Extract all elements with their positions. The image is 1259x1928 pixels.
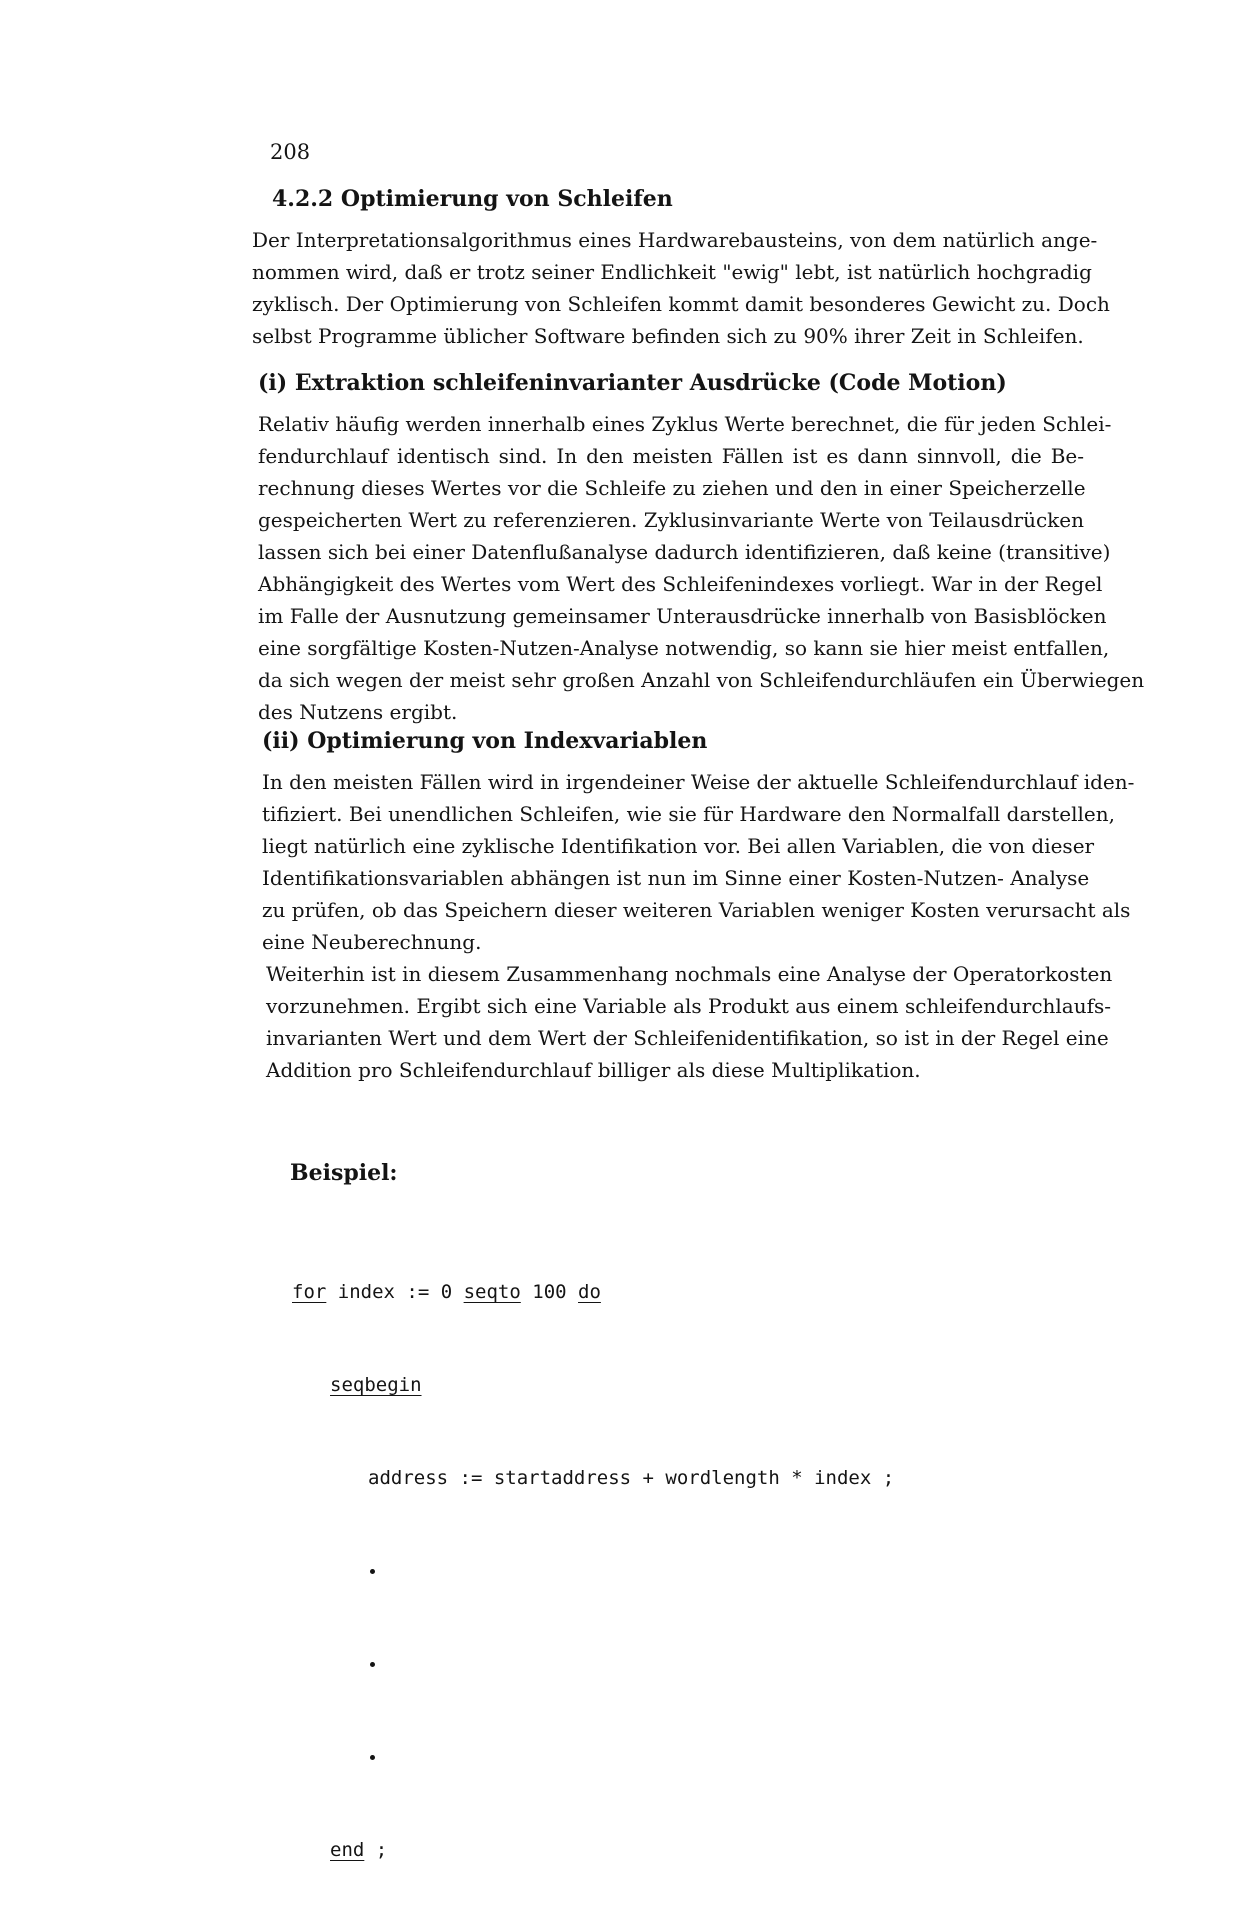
text-line: zyklisch. Der Optimierung von Schleifen kommt damit besonderes Gewicht zu. Doch: [252, 292, 1110, 316]
keyword-for: for: [292, 1281, 327, 1303]
code-text: index := 0: [326, 1281, 464, 1303]
code-line-2: [292, 1370, 894, 1401]
ellipsis-dot: [292, 1556, 894, 1587]
text-line: eine Neuberechnung.: [262, 930, 482, 954]
text-line: im Falle der Ausnutzung gemeinsamer Unterausdrücke innerhalb von Basisblöcken: [258, 604, 1107, 628]
text-line: lassen sich bei einer Datenflußanalyse dadurch identifizieren, daß keine (transitive): [258, 540, 1111, 564]
subsection-i-paragraph: [258, 408, 1145, 728]
text-line: des Nutzens ergibt.: [258, 700, 458, 724]
keyword-end: end: [330, 1839, 365, 1861]
section-heading: 4.2.2 Optimierung von Schleifen: [272, 186, 673, 212]
text-line: liegt natürlich eine zyklische Identifikation vor. Bei allen Variablen, die von dieser: [262, 834, 1095, 858]
text-line: Weiterhin ist in diesem Zusammenhang nochmals eine Analyse der Operatorkosten: [266, 962, 1113, 986]
keyword-seqbegin: seqbegin: [330, 1374, 422, 1396]
section-intro-paragraph: [252, 224, 1110, 352]
example-label: Beispiel:: [290, 1160, 398, 1186]
text-line: Relativ häufig werden innerhalb eines Zyklus Werte berechnet, die für jeden Schlei-: [258, 412, 1112, 436]
keyword-seqto: seqto: [463, 1281, 521, 1303]
code-example: [292, 1215, 894, 1928]
ellipsis-dot: [292, 1649, 894, 1680]
text-line: fendurchlauf identisch sind. In den meisten Fällen ist es dann sinnvoll, die Be-: [258, 444, 1084, 468]
text-line: tifiziert. Bei unendlichen Schleifen, wie sie für Hardware den Normalfall darstellen,: [262, 802, 1115, 826]
ellipsis-dot: [292, 1742, 894, 1773]
text-line: In den meisten Fällen wird in irgendeiner Weise der aktuelle Schleifendurchlauf iden-: [262, 770, 1135, 794]
subsection-ii-paragraph-2: [266, 958, 1113, 1086]
text-line: Abhängigkeit des Wertes vom Wert des Schleifenindexes vorliegt. War in der Regel: [258, 572, 1103, 596]
text-line: rechnung dieses Wertes vor die Schleife zu ziehen und den in einer Speicherzelle: [258, 476, 1086, 500]
text-line: vorzunehmen. Ergibt sich eine Variable als Produkt aus einem schleifendurchlaufs-: [266, 994, 1112, 1018]
text-line: gespeicherten Wert zu referenzieren. Zyklusinvariante Werte von Teilausdrücken: [258, 508, 1084, 532]
code-text: ;: [364, 1839, 388, 1861]
code-text: 100: [520, 1281, 579, 1303]
text-line: Identifikationsvariablen abhängen ist nun im Sinne einer Kosten-Nutzen- Analyse: [262, 866, 1090, 890]
text-line: Addition pro Schleifendurchlauf billiger als diese Multiplikation.: [266, 1058, 921, 1082]
text-line: invarianten Wert und dem Wert der Schleifenidentifikation, so ist in der Regel eine: [266, 1026, 1109, 1050]
code-line-end: [292, 1835, 894, 1866]
subsection-ii-heading: (ii) Optimierung von Indexvariablen: [262, 728, 708, 754]
text-line: Der Interpretationsalgorithmus eines Hardwarebausteins, von dem natürlich ange-: [252, 228, 1098, 252]
text-line: nommen wird, daß er trotz seiner Endlichkeit "ewig" lebt, ist natürlich hochgradig: [252, 260, 1092, 284]
subsection-i-heading: (i) Extraktion schleifeninvarianter Ausdrücke (Code Motion): [258, 370, 1007, 396]
text-line: da sich wegen der meist sehr großen Anzahl von Schleifendurchläufen ein Überwiegen: [258, 668, 1145, 692]
page-number: 208: [270, 140, 311, 164]
text-line: selbst Programme üblicher Software befinden sich zu 90% ihrer Zeit in Schleifen.: [252, 324, 1084, 348]
code-line-1: [292, 1277, 894, 1308]
text-line: zu prüfen, ob das Speichern dieser weiteren Variablen weniger Kosten verursacht als: [262, 898, 1131, 922]
keyword-do: do: [578, 1281, 601, 1303]
text-line: eine sorgfältige Kosten-Nutzen-Analyse notwendig, so kann sie hier meist entfallen,: [258, 636, 1110, 660]
code-line-3: address := startaddress + wordlength * index ;: [368, 1467, 895, 1489]
subsection-ii-paragraph-1: [262, 766, 1135, 958]
